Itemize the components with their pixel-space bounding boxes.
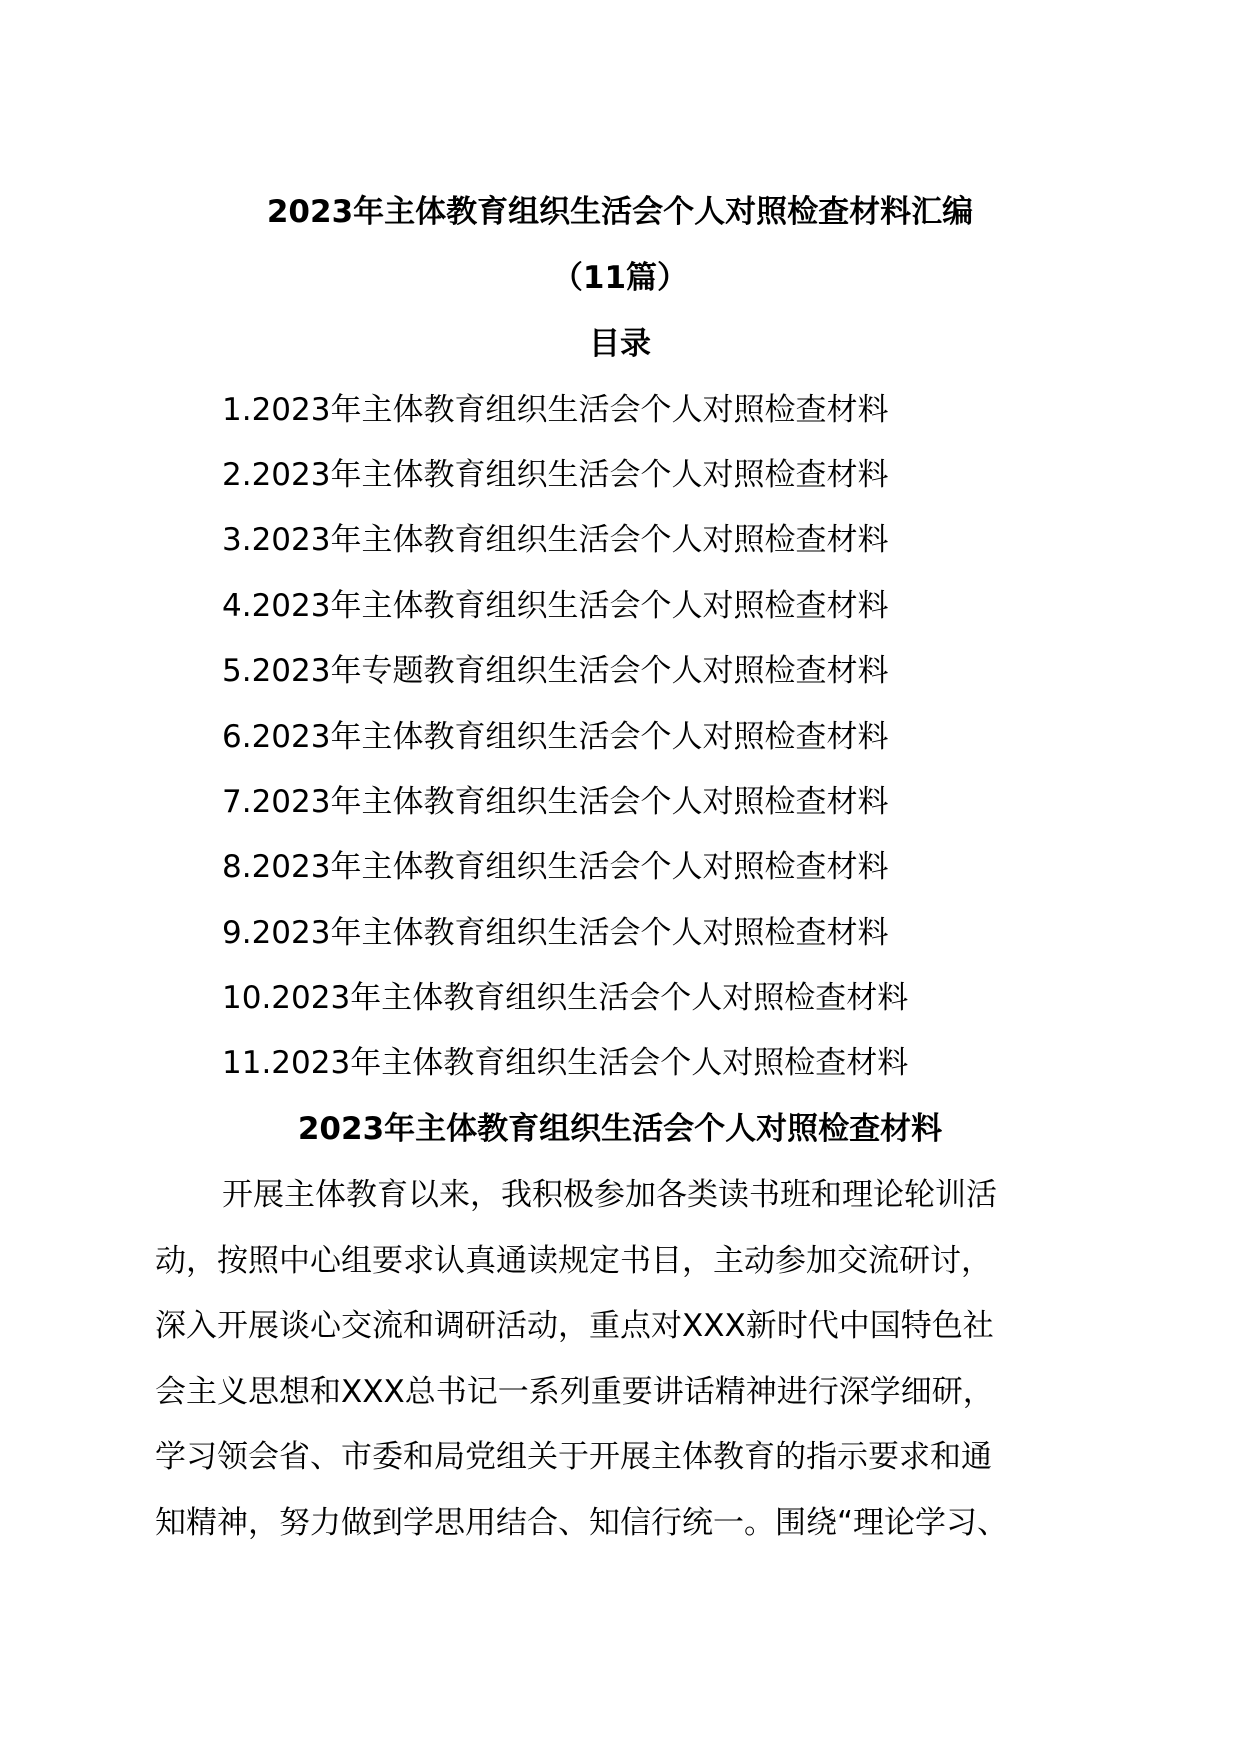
toc-item[interactable]: 1.2023年主体教育组织生活会个人对照检查材料 [222, 392, 889, 428]
paragraph-line: 会主义思想和XXX总书记一系列重要讲话精神进行深学细研， [155, 1374, 994, 1410]
toc-item[interactable]: 5.2023年专题教育组织生活会个人对照检查材料 [222, 653, 889, 689]
document-subtitle: （11篇） [551, 260, 689, 296]
toc-item[interactable]: 6.2023年主体教育组织生活会个人对照检查材料 [222, 719, 889, 755]
paragraph-line: 开展主体教育以来，我积极参加各类读书班和理论轮训活 [222, 1177, 997, 1213]
toc-item[interactable]: 2.2023年主体教育组织生活会个人对照检查材料 [222, 457, 889, 493]
toc-heading: 目录 [589, 326, 651, 362]
toc-item[interactable]: 10.2023年主体教育组织生活会个人对照检查材料 [222, 980, 909, 1016]
paragraph-line: 知精神，努力做到学思用结合、知信行统一。围绕“理论学习、 [155, 1505, 1009, 1541]
toc-item[interactable]: 8.2023年主体教育组织生活会个人对照检查材料 [222, 849, 889, 885]
paragraph-line: 深入开展谈心交流和调研活动，重点对XXX新时代中国特色社 [155, 1308, 994, 1344]
toc-item[interactable]: 4.2023年主体教育组织生活会个人对照检查材料 [222, 588, 889, 624]
section-title: 2023年主体教育组织生活会个人对照检查材料 [297, 1111, 943, 1147]
toc-item[interactable]: 7.2023年主体教育组织生活会个人对照检查材料 [222, 784, 889, 820]
paragraph-line: 学习领会省、市委和局党组关于开展主体教育的指示要求和通 [155, 1439, 992, 1475]
paragraph-line: 动，按照中心组要求认真通读规定书目，主动参加交流研讨， [155, 1243, 992, 1279]
document-title: 2023年主体教育组织生活会个人对照检查材料汇编 [266, 194, 974, 230]
toc-item[interactable]: 9.2023年主体教育组织生活会个人对照检查材料 [222, 915, 889, 951]
toc-item[interactable]: 3.2023年主体教育组织生活会个人对照检查材料 [222, 522, 889, 558]
toc-item[interactable]: 11.2023年主体教育组织生活会个人对照检查材料 [222, 1045, 909, 1081]
